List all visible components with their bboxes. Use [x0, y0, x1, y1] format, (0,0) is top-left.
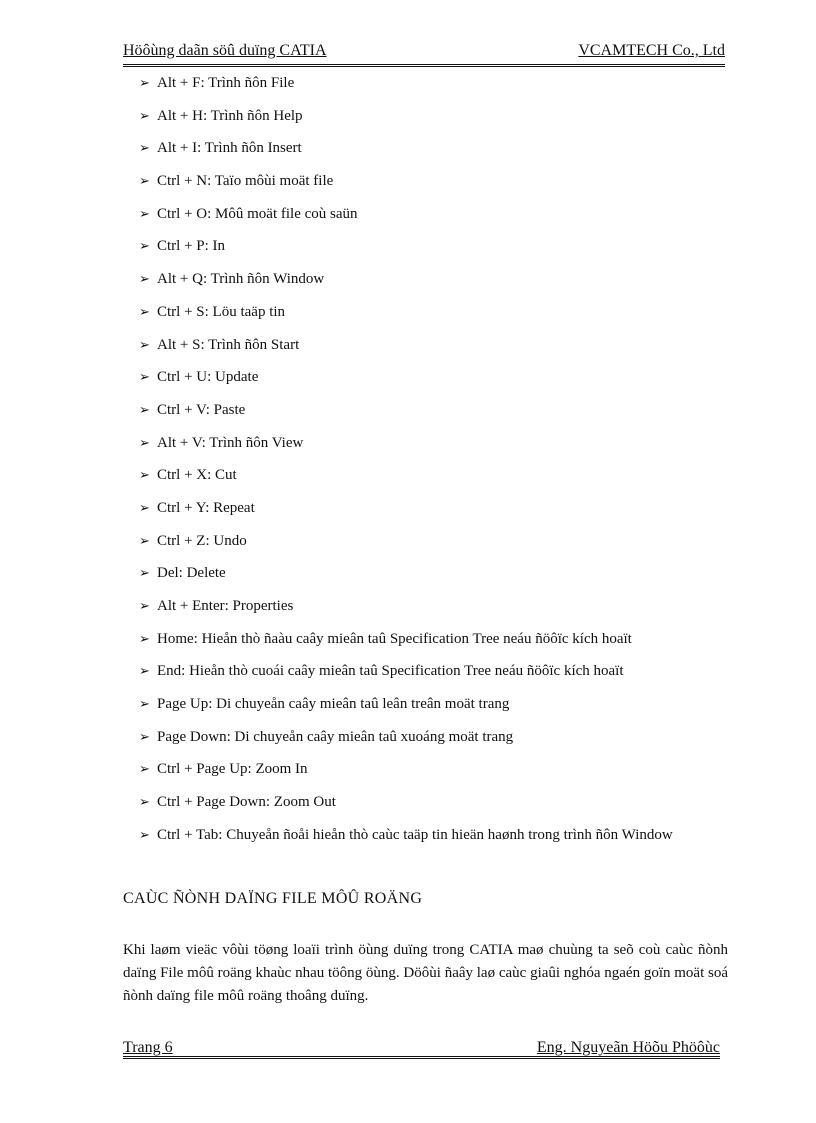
- shortcut-text: Alt + V: Trình ñôn View: [157, 434, 304, 451]
- section-heading: CAÙC ÑÒNH DAÏNG FILE MÔÛ ROÄNG: [123, 890, 423, 907]
- shortcut-text: Del: Delete: [157, 565, 226, 582]
- shortcut-text: Ctrl + P: In: [157, 238, 226, 255]
- list-item: [139, 234, 739, 267]
- header-title: Höôùng daãn söû duïng CATIA: [123, 42, 327, 59]
- list-item: [139, 594, 739, 627]
- list-item: [139, 300, 739, 333]
- header-company: VCAMTECH Co., Ltd: [578, 42, 725, 59]
- arrow-bullet-icon: ➢: [139, 272, 150, 288]
- list-item: [139, 202, 739, 235]
- shortcut-text: Page Down: Di chuyeån caây mieân taû xuoáng moät trang: [157, 728, 514, 745]
- page-footer: [123, 1034, 720, 1059]
- list-item: [139, 529, 739, 562]
- arrow-bullet-icon: ➢: [139, 631, 150, 647]
- arrow-bullet-icon: ➢: [139, 468, 150, 484]
- list-item: [139, 333, 739, 366]
- arrow-bullet-icon: ➢: [139, 827, 150, 843]
- list-item: [139, 725, 739, 758]
- arrow-bullet-icon: ➢: [139, 174, 150, 190]
- list-item: [139, 823, 739, 856]
- list-item: [139, 365, 739, 398]
- list-item: [139, 431, 739, 464]
- shortcut-text: Alt + H: Trình ñôn Help: [157, 107, 303, 124]
- shortcut-text: Alt + I: Trình ñôn Insert: [157, 140, 302, 157]
- body-paragraph: Khi laøm vieäc vôùi töøng loaïi trình öùng duïng trong CATIA maø chuùng ta seõ coù caùc ñònh daïng File môû roäng khaùc nhau töông öùng. Döôùi ñaây laø caùc giaûi nghóa ngaén goïn moät soá ñònh daïng file môû roäng thoâng duïng.: [123, 942, 728, 1004]
- list-item: [139, 757, 739, 790]
- list-item: [139, 659, 739, 692]
- list-item: [139, 496, 739, 529]
- shortcut-text: Ctrl + X: Cut: [157, 467, 237, 484]
- arrow-bullet-icon: ➢: [139, 533, 150, 549]
- arrow-bullet-icon: ➢: [139, 664, 150, 680]
- list-item: [139, 398, 739, 431]
- arrow-bullet-icon: ➢: [139, 762, 150, 778]
- arrow-bullet-icon: ➢: [139, 729, 150, 745]
- list-item: [139, 692, 739, 725]
- arrow-bullet-icon: ➢: [139, 500, 150, 516]
- arrow-bullet-icon: ➢: [139, 435, 150, 451]
- arrow-bullet-icon: ➢: [139, 337, 150, 353]
- shortcut-text: Home: Hieån thò ñaàu caây mieân taû Specification Tree neáu ñöôïc kích hoaït: [157, 630, 632, 647]
- arrow-bullet-icon: ➢: [139, 795, 150, 811]
- arrow-bullet-icon: ➢: [139, 599, 150, 614]
- footer-author: Eng. Nguyeãn Höõu Phöôùc: [536, 1039, 720, 1056]
- shortcut-text: Alt + Q: Trình ñôn Window: [157, 271, 325, 288]
- shortcut-text: Ctrl + N: Taïo môùi moät file: [157, 173, 334, 190]
- shortcut-text: Ctrl + V: Paste: [157, 401, 246, 418]
- shortcut-list: [139, 71, 739, 856]
- list-item: [139, 790, 739, 823]
- list-item: [139, 463, 739, 496]
- shortcut-text: Alt + S: Trình ñôn Start: [157, 336, 300, 353]
- arrow-bullet-icon: ➢: [139, 566, 150, 582]
- arrow-bullet-icon: ➢: [139, 239, 150, 255]
- arrow-bullet-icon: ➢: [139, 206, 150, 222]
- list-item: [139, 627, 739, 660]
- list-item: [139, 267, 739, 300]
- shortcut-text: Ctrl + Page Up: Zoom In: [157, 761, 308, 778]
- arrow-bullet-icon: ➢: [139, 370, 150, 386]
- shortcut-text: Ctrl + S: Löu taäp tin: [157, 303, 286, 320]
- list-item: [139, 169, 739, 202]
- shortcut-text: Alt + F: Trình ñôn File: [157, 75, 295, 91]
- page-header: [123, 42, 725, 67]
- arrow-bullet-icon: ➢: [139, 304, 150, 320]
- shortcut-text: Ctrl + Y: Repeat: [157, 499, 255, 516]
- shortcut-text: Alt + Enter: Properties: [157, 598, 294, 614]
- shortcut-text: Page Up: Di chuyeån caây mieân taû leân treân moät trang: [157, 696, 510, 713]
- shortcut-text: Ctrl + U: Update: [157, 369, 259, 386]
- arrow-bullet-icon: ➢: [139, 141, 150, 157]
- arrow-bullet-icon: ➢: [139, 108, 150, 124]
- list-item: [139, 561, 739, 594]
- shortcut-text: Ctrl + O: Môû moät file coù saün: [157, 205, 358, 222]
- shortcut-text: End: Hieån thò cuoái caây mieân taû Specification Tree neáu ñöôïc kích hoaït: [157, 663, 624, 680]
- arrow-bullet-icon: ➢: [139, 402, 150, 418]
- arrow-bullet-icon: ➢: [139, 76, 150, 91]
- list-item: [139, 71, 739, 104]
- list-item: [139, 104, 739, 137]
- page-number: Trang 6: [123, 1039, 173, 1056]
- arrow-bullet-icon: ➢: [139, 697, 150, 713]
- list-item: [139, 136, 739, 169]
- shortcut-text: Ctrl + Page Down: Zoom Out: [157, 794, 336, 811]
- shortcut-text: Ctrl + Tab: Chuyeån ñoåi hieån thò caùc taäp tin hieän haønh trong trình ñôn Window: [157, 826, 673, 843]
- shortcut-text: Ctrl + Z: Undo: [157, 532, 247, 549]
